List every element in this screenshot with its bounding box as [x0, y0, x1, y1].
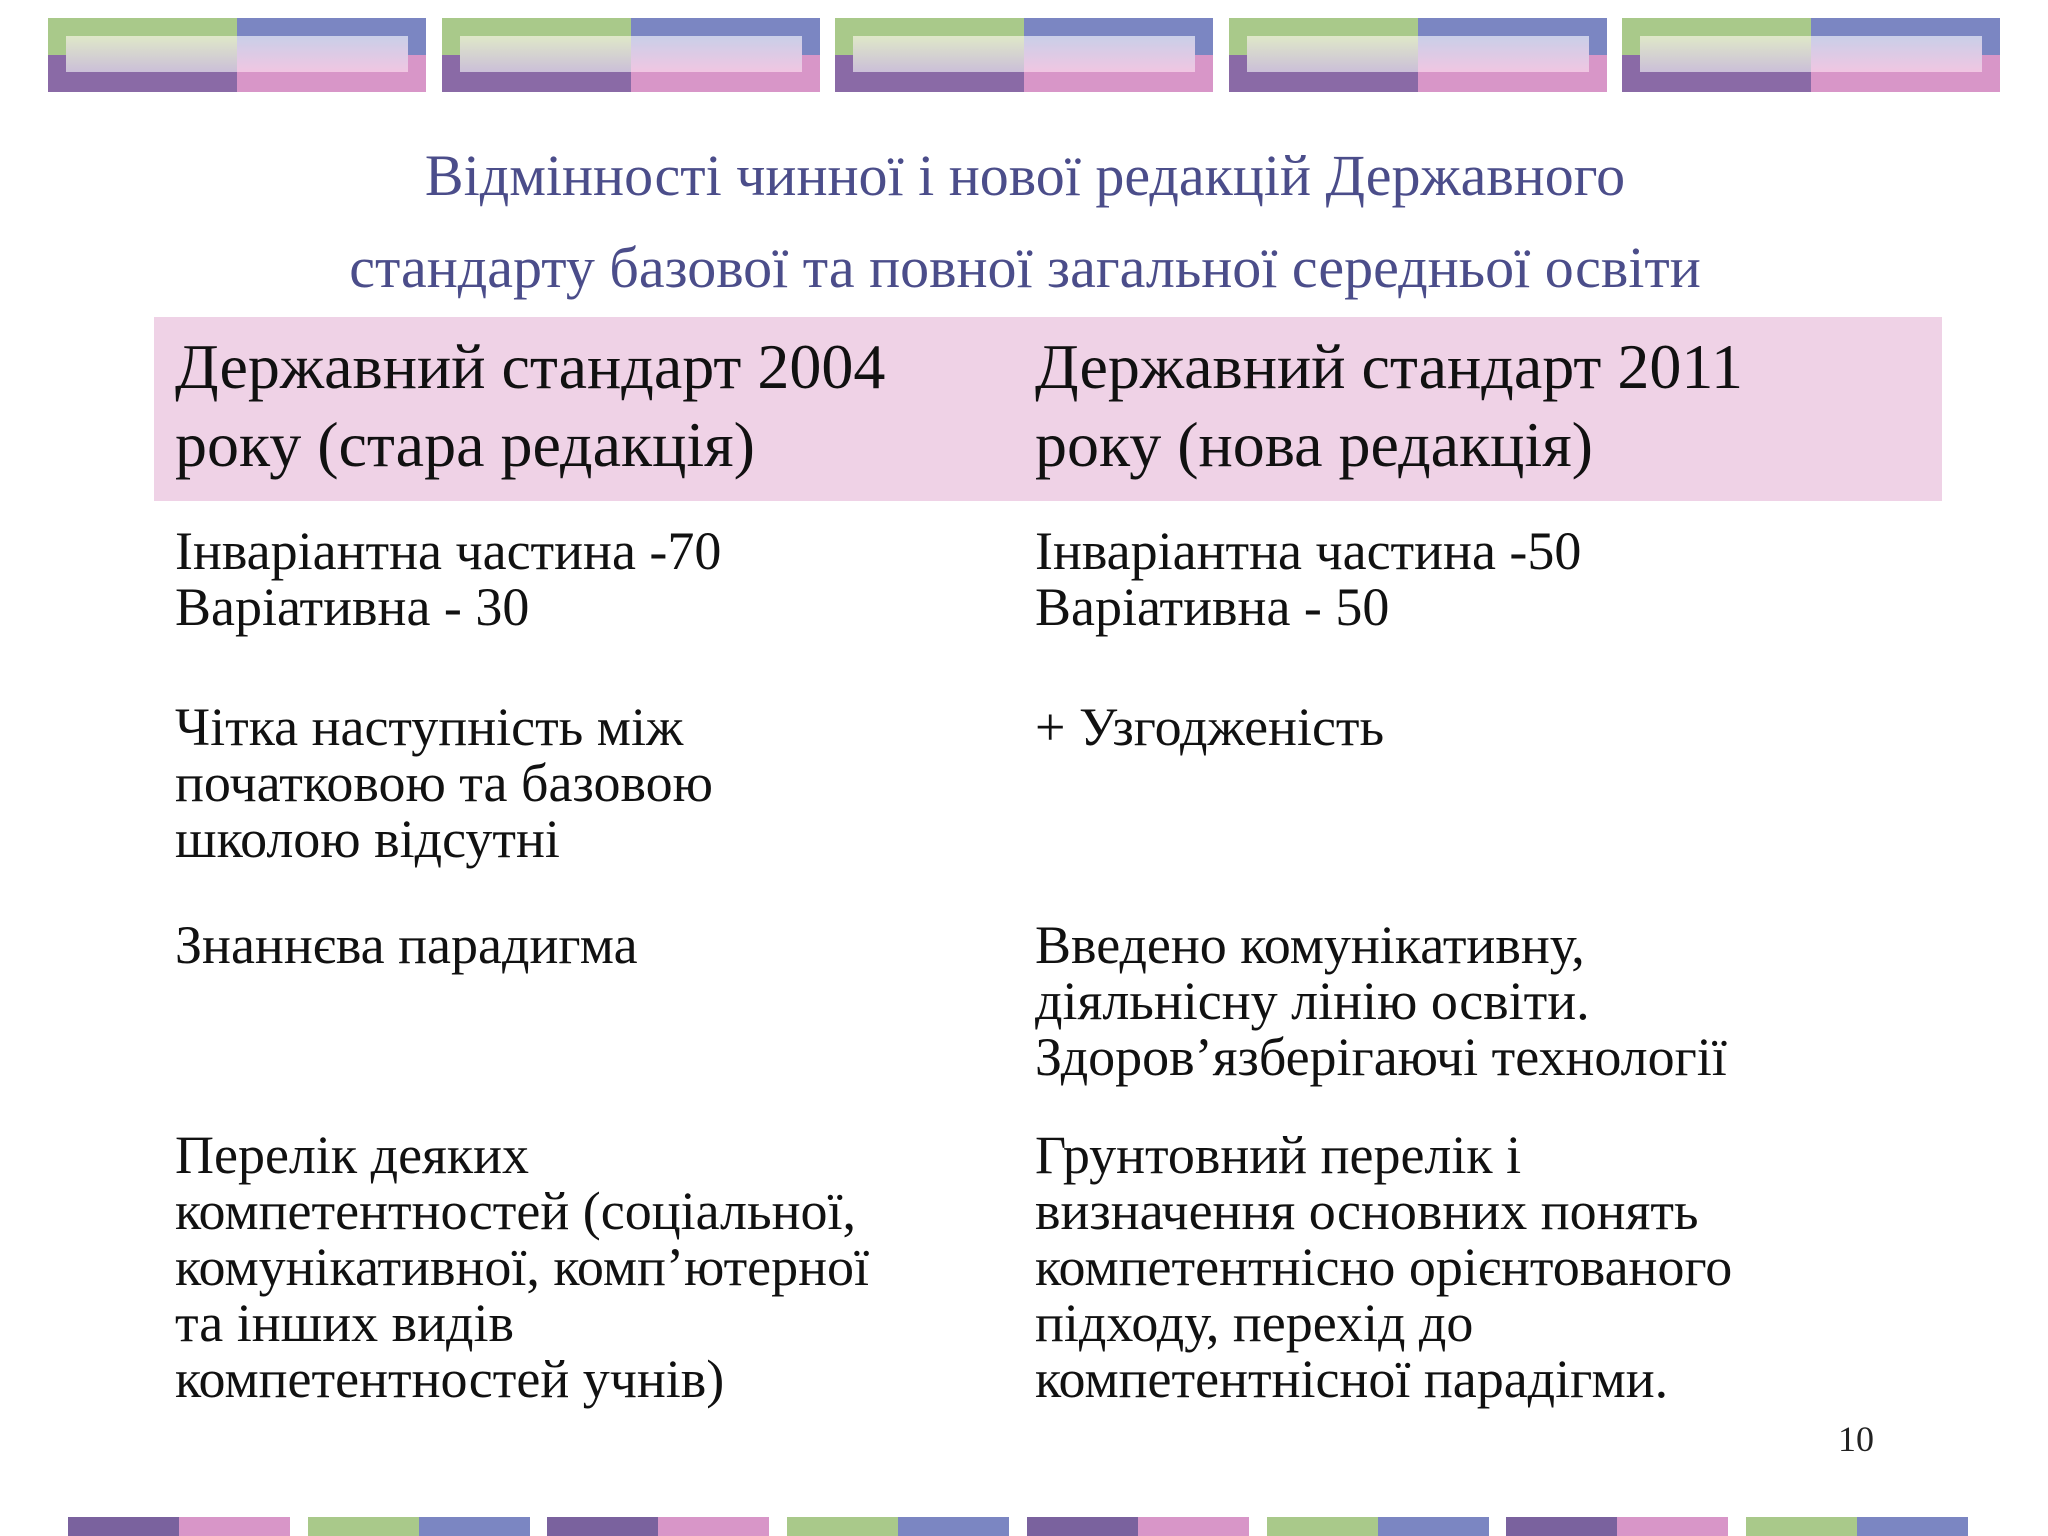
decor-tile	[1267, 1517, 1489, 1536]
top-decorative-band	[48, 18, 2000, 92]
table-cell-right: + Узгодженість	[1035, 697, 1385, 757]
decor-tile	[1746, 1517, 1968, 1536]
decor-tile	[1506, 1517, 1728, 1536]
table-cell-left: Знаннєва парадигма	[175, 915, 638, 975]
table-cell-right: Введено комунікативну, діяльнісну лінію освіти. Здоров’язберігаючі технології	[1035, 915, 1727, 1087]
decor-tile	[787, 1517, 1009, 1536]
table-cell-right: Грунтовний перелік і визначення основних понять компетентнісно орієнтованого підходу, перехід до компетентнісної парадігми.	[1035, 1125, 1733, 1409]
table-cell-left: Інваріантна частина -70 Варіативна - 30	[175, 521, 722, 637]
bottom-decorative-band	[68, 1517, 1968, 1536]
table-cell-right: Інваріантна частина -50 Варіативна - 50	[1035, 521, 1582, 637]
table-header-cell-2011: Державний стандарт 2011 року (нова редакція)	[1035, 331, 1743, 480]
decor-tile	[547, 1517, 769, 1536]
decor-tile	[835, 18, 1213, 92]
slide-title	[150, 130, 1900, 314]
slide-title-line: Відмінності чинної і нової редакцій Державного	[424, 143, 1626, 208]
decor-tile	[1622, 18, 2000, 92]
decor-tile	[48, 18, 426, 92]
decor-tile	[308, 1517, 530, 1536]
decor-tile	[1027, 1517, 1249, 1536]
table-cell-left: Чітка наступність між початковою та базовою школою відсутні	[175, 697, 713, 869]
decor-tile	[68, 1517, 290, 1536]
page-number: 10	[1838, 1419, 1874, 1459]
decor-tile	[1229, 18, 1607, 92]
slide-title-line: стандарту базової та повної загальної середньої освіти	[349, 235, 1701, 300]
decor-tile	[442, 18, 820, 92]
table-cell-left: Перелік деяких компетентностей (соціальної, комунікативної, комп’ютерної та інших видів компетентностей учнів)	[175, 1125, 870, 1409]
table-header-cell-2004: Державний стандарт 2004 року (стара редакція)	[175, 331, 886, 480]
